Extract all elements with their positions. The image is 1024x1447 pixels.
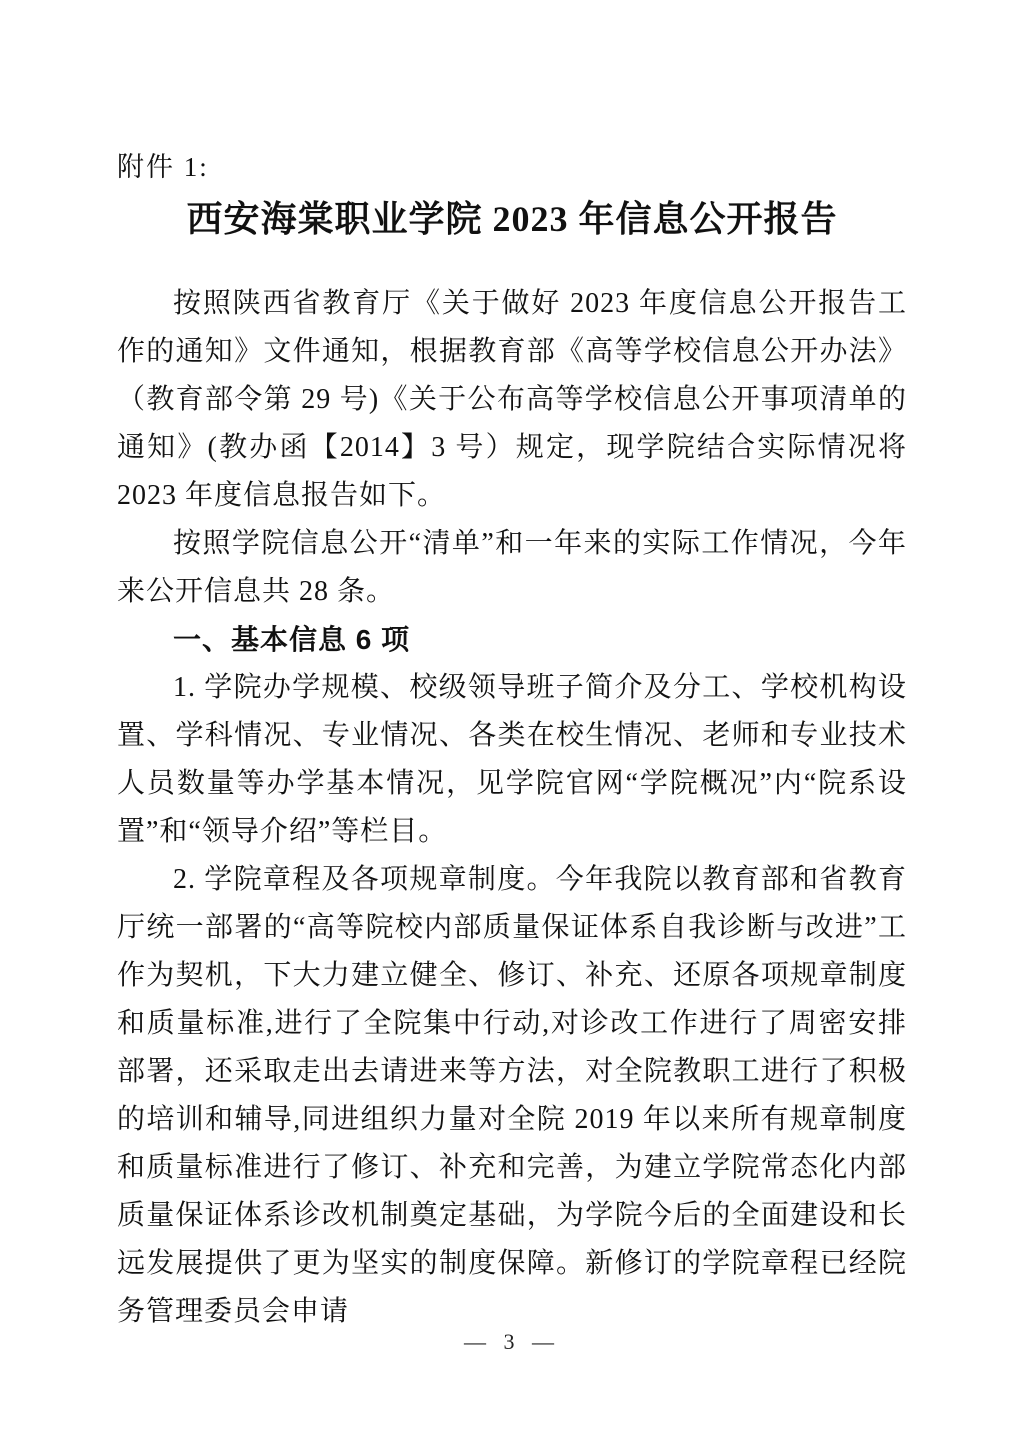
attachment-label: 附件 1: xyxy=(117,152,209,182)
section-heading-basic-info: 一、基本信息 6 项 xyxy=(173,624,411,655)
paragraph-summary: 按照学院信息公开“清单”和一年来的实际工作情况，今年来公开信息共 28 条。 xyxy=(117,528,907,607)
paragraph-intro: 按照陕西省教育厅《关于做好 2023 年度信息公开报告工作的通知》文件通知，根据教育部《高等学校信息公开办法》（教育部令第 29 号)《关于公布高等学校信息公开事项清单的通知》(教办函【2014】3 号）规定，现学院结合实际情况将 2023 年度信息报告如下。 xyxy=(117,288,907,511)
document-body xyxy=(117,280,907,1336)
paragraph-item-2: 2. 学院章程及各项规章制度。今年我院以教育部和省教育厅统一部署的“高等院校内部质量保证体系自我诊断与改进”工作为契机，下大力建立健全、修订、补充、还原各项规章制度和质量标准,进行了全院集中行动,对诊改工作进行了周密安排部署，还采取走出去请进来等方法，对全院教职工进行了积极的培训和辅导,同进组织力量对全院 2019 年以来所有规章制度和质量标准进行了修订、补充和完善，为建立学院常态化内部质量保证体系诊改机制奠定基础，为学院今后的全面建设和长远发展提供了更为坚实的制度保障。新修订的学院章程已经院务管理委员会申请 xyxy=(117,864,907,1327)
page-number: — 3 — xyxy=(464,1329,560,1354)
document-title: 西安海棠职业学院 2023 年信息公开报告 xyxy=(186,199,838,239)
document-content xyxy=(117,148,907,1336)
paragraph-item-1: 1. 学院办学规模、校级领导班子简介及分工、学校机构设置、学科情况、专业情况、各类在校生情况、老师和专业技术人员数量等办学基本情况，见学院官网“学院概况”内“院系设置”和“领导介绍”等栏目。 xyxy=(117,672,907,847)
